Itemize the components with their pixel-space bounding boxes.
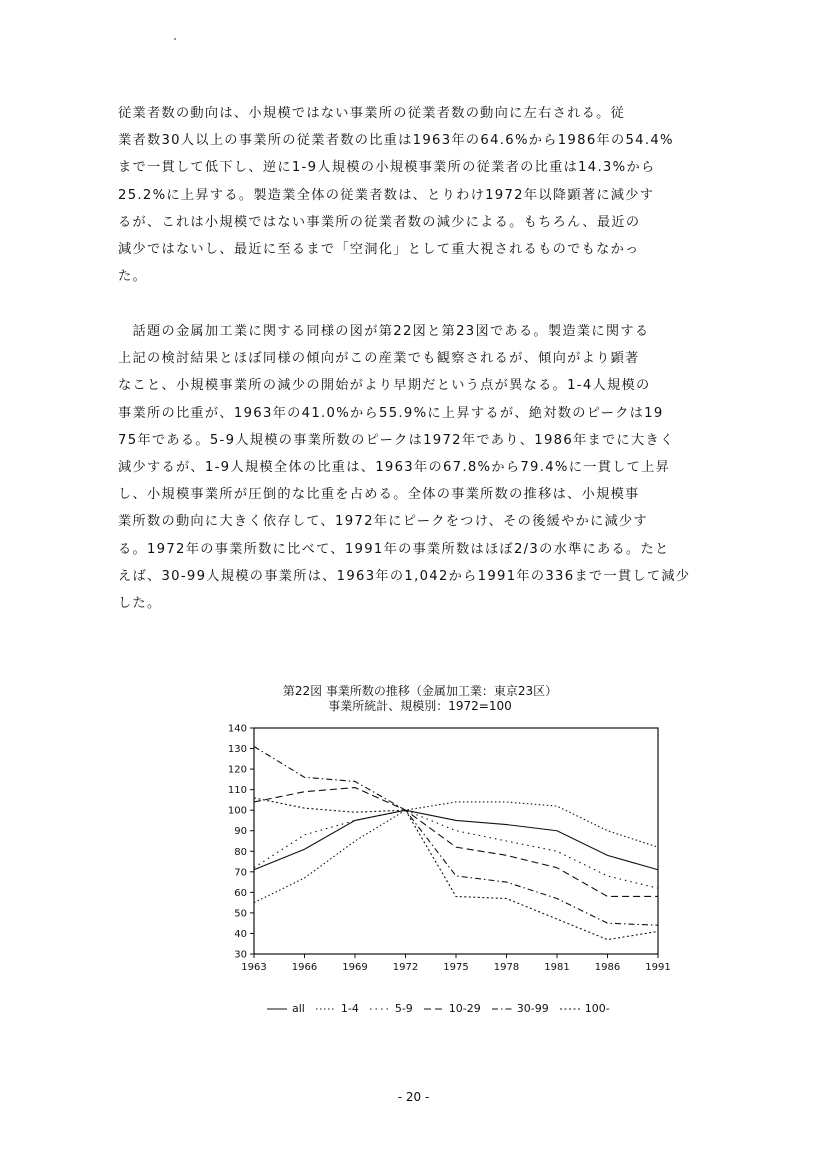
text-line: 減少ではないし、最近に至るまで「空洞化」として重大視されるものでもなかっ <box>118 242 640 258</box>
legend-label: 5-9 <box>394 1002 413 1015</box>
legend-label: 10-29 <box>448 1002 481 1015</box>
y-tick-label: 60 <box>234 887 247 899</box>
text-line: 話題の金属加工業に関する同様の図が第22図と第23図である。製造業に関する <box>118 324 650 339</box>
text-line: した。 <box>118 596 162 612</box>
paragraph-1 <box>118 100 726 290</box>
legend-swatch <box>491 1005 513 1013</box>
line-chart <box>222 718 682 980</box>
text-line: まで一貫して低下し、逆に1-9人規模の小規模事業所の従業者の比重は14.3%から <box>118 160 656 176</box>
legend-item <box>559 1002 610 1015</box>
page-number: - 20 - <box>397 1090 430 1104</box>
series-line-100- <box>254 798 658 940</box>
legend-item <box>266 1002 305 1015</box>
text-line: 25.2%に上昇する。製造業全体の従業者数は、とりわけ1972年以降顕著に減少す <box>118 187 655 203</box>
series-line-1-4 <box>254 802 658 903</box>
text-line: 業所数の動向に大きく依存して、1972年にピークをつけ、その後緩やかに減少す <box>118 514 649 530</box>
y-tick-label: 110 <box>227 785 247 797</box>
y-tick-label: 90 <box>234 826 247 838</box>
text-line: 業者数30人以上の事業所の従業者数の比重は1963年の64.6%から1986年の54.4% <box>118 133 674 149</box>
legend-swatch <box>266 1005 288 1013</box>
text-line: 上記の検討結果とほぼ同様の傾向がこの産業でも観察されるが、傾向がより顕著 <box>118 351 640 367</box>
legend-swatch <box>369 1005 391 1013</box>
y-tick-label: 130 <box>227 744 247 756</box>
chart-legend <box>266 1002 610 1015</box>
x-tick-label: 1981 <box>544 962 570 973</box>
legend-label: 30-99 <box>516 1002 549 1015</box>
legend-swatch <box>423 1005 445 1013</box>
y-tick-label: 70 <box>234 867 247 879</box>
plot-frame <box>254 728 658 954</box>
series-line-5-9 <box>254 810 658 888</box>
legend-swatch <box>559 1005 581 1013</box>
legend-item <box>423 1002 481 1015</box>
text-line: し、小規模事業所が圧倒的な比重を占める。全体の事業所数の推移は、小規模事 <box>118 487 640 503</box>
text-line: なこと、小規模事業所の減少の開始がより早期だという点が異なる。1-4人規模の <box>118 378 651 394</box>
text-line: る。1972年の事業所数に比べて、1991年の事業所数はほぼ2/3の水準にある。たと <box>118 541 670 557</box>
text-line: 従業者数の動向は、小規模ではない事業所の従業者数の動向に左右される。従 <box>118 106 626 121</box>
series-line-30-99 <box>254 746 658 925</box>
y-tick-label: 100 <box>227 805 247 817</box>
x-tick-label: 1972 <box>392 962 419 973</box>
series-line-all <box>254 810 658 870</box>
x-tick-label: 1963 <box>241 962 267 973</box>
y-tick-label: 140 <box>227 723 247 735</box>
y-tick-label: 40 <box>234 928 247 940</box>
x-tick-label: 1969 <box>342 962 368 973</box>
x-tick-label: 1966 <box>291 962 318 973</box>
scan-speck <box>174 38 176 40</box>
legend-item <box>369 1002 413 1015</box>
text-line: るが、これは小規模ではない事業所の従業者数の減少による。もちろん、最近の <box>118 214 641 230</box>
chart-subtitle: 事業所統計、規模別：1972=100 <box>328 699 512 713</box>
legend-item <box>491 1002 549 1015</box>
y-tick-label: 120 <box>227 764 247 776</box>
legend-label: all <box>292 1002 305 1015</box>
text-line: 事業所の比重が、1963年の41.0%から55.9%に上昇するが、絶対数のピークは19 <box>118 405 664 421</box>
text-line: 75年である。5-9人規模の事業所数のピークは1972年であり、1986年までに大きく <box>118 432 675 448</box>
paragraph-2 <box>118 318 726 617</box>
text-line: た。 <box>118 269 147 285</box>
chart-title: 第22図 事業所数の推移（金属加工業：東京23区） <box>282 684 558 698</box>
x-tick-label: 1975 <box>443 962 469 973</box>
x-tick-label: 1986 <box>594 962 621 973</box>
legend-label: 1-4 <box>340 1002 359 1015</box>
y-tick-label: 50 <box>234 908 247 920</box>
series-line-10-29 <box>254 788 658 897</box>
y-tick-label: 80 <box>234 846 247 858</box>
legend-item <box>315 1002 359 1015</box>
x-tick-label: 1978 <box>493 962 520 973</box>
legend-label: 100- <box>584 1002 610 1015</box>
y-tick-label: 30 <box>234 949 247 961</box>
x-tick-label: 1991 <box>645 962 671 973</box>
legend-swatch <box>315 1005 337 1013</box>
text-line: えば、30-99人規模の事業所は、1963年の1,042から1991年の336まで一貫して減少 <box>118 568 691 584</box>
text-line: 減少するが、1-9人規模全体の比重は、1963年の67.8%から79.4%に一貫して上昇 <box>118 460 671 476</box>
